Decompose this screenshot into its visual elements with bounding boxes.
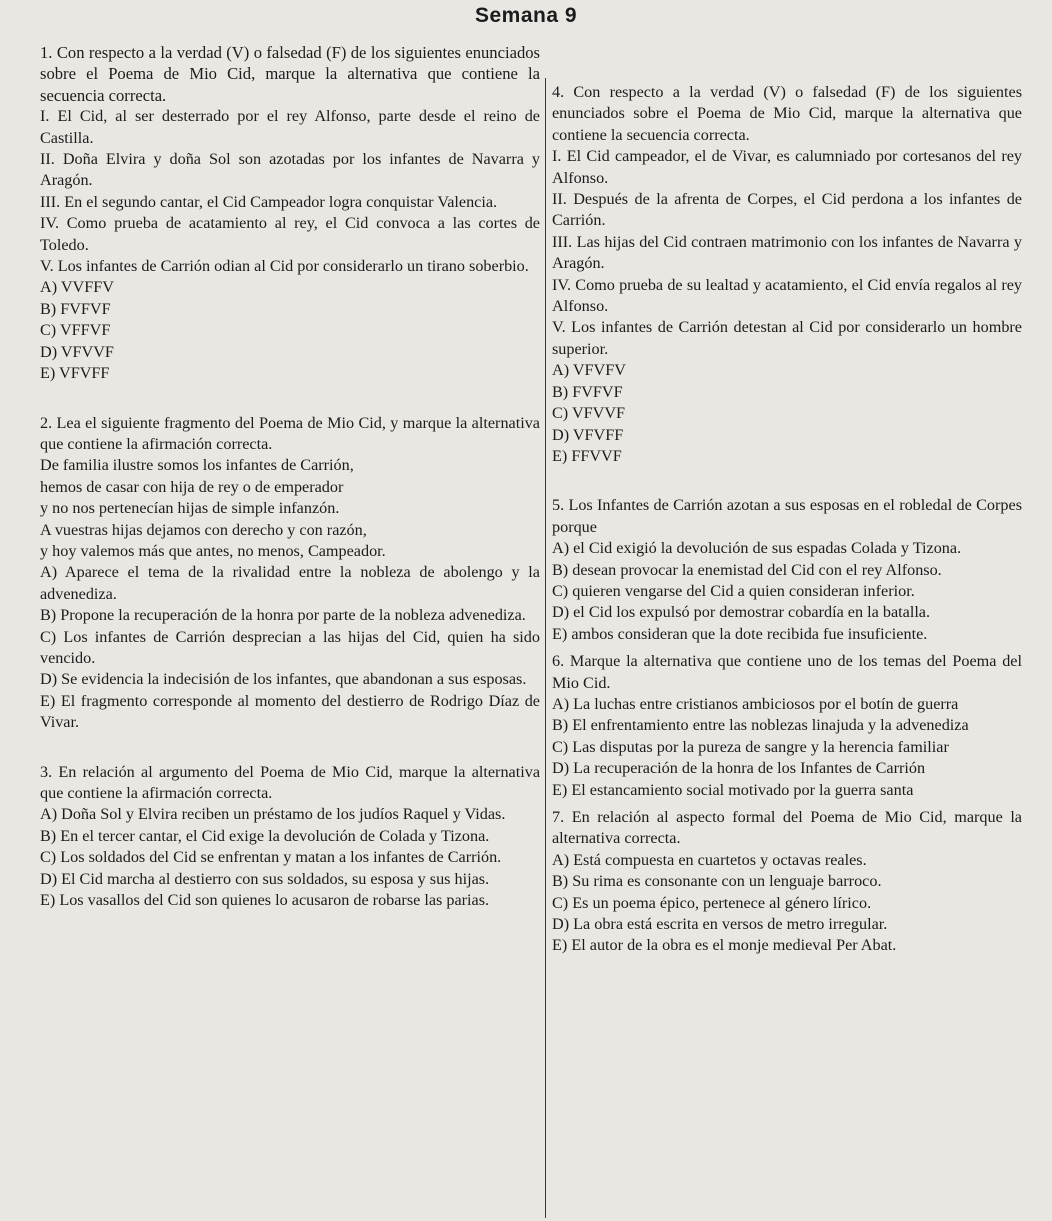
- left-column: [40, 42, 540, 911]
- question-5-option-b: B) desean provocar la enemistad del Cid con el rey Alfonso.: [552, 560, 942, 579]
- question-4-stem: 4. Con respecto a la verdad (V) o falsedad (F) de los siguientes enunciados sobre el Poema de Mio Cid, marque la alternativa que contiene la secuencia correcta.: [552, 83, 1022, 144]
- question-3: [40, 762, 540, 912]
- question-7-stem: 7. En relación al aspecto formal del Poema de Mio Cid, marque la alternativa correcta.: [552, 808, 1022, 848]
- question-4-option-b: B) FVFVF: [552, 382, 623, 401]
- question-2-verse-1: De familia ilustre somos los infantes de Carrión,: [40, 456, 354, 475]
- question-2-option-e: E) El fragmento corresponde al momento del destierro de Rodrigo Díaz de Vivar.: [40, 691, 540, 732]
- question-7-option-d: D) La obra está escrita en versos de metro irregular.: [552, 915, 888, 934]
- question-2-option-d: D) Se evidencia la indecisión de los infantes, que abandonan a sus esposas.: [40, 670, 527, 689]
- question-4-statement-3: III. Las hijas del Cid contraen matrimonio con los infantes de Navarra y Aragón.: [552, 232, 1022, 273]
- question-2: [40, 413, 540, 734]
- question-2-verse-4: A vuestras hijas dejamos con derecho y con razón,: [40, 520, 367, 539]
- question-7-option-b: B) Su rima es consonante con un lenguaje barroco.: [552, 872, 882, 891]
- question-6-option-b: B) El enfrentamiento entre las noblezas linajuda y la advenediza: [552, 716, 969, 735]
- question-6: [552, 651, 1022, 801]
- question-1-stem: 1. Con respecto a la verdad (V) o falsedad (F) de los siguientes enunciados sobre el Poema de Mio Cid, marque la alternativa que contiene la secuencia correcta.: [40, 43, 540, 105]
- question-2-verse-3: y no nos pertenecían hijas de simple infanzón.: [40, 499, 340, 518]
- question-5-option-c: C) quieren vengarse del Cid a quien consideran inferior.: [552, 581, 915, 600]
- question-5-option-a: A) el Cid exigió la devolución de sus espadas Colada y Tizona.: [552, 539, 962, 558]
- page-title: Semana 9: [474, 4, 578, 27]
- question-3-option-b: B) En el tercer cantar, el Cid exige la devolución de Colada y Tizona.: [40, 826, 490, 845]
- question-7-option-c: C) Es un poema épico, pertenece al género lírico.: [552, 893, 872, 912]
- question-5-option-d: D) el Cid los expulsó por demostrar cobardía en la batalla.: [552, 603, 931, 622]
- question-3-option-e: E) Los vasallos del Cid son quienes lo acusaron de robarse las parias.: [40, 891, 490, 910]
- question-1-option-a: A) VVFFV: [40, 278, 114, 297]
- question-3-stem: 3. En relación al argumento del Poema de Mio Cid, marque la alternativa que contiene la afirmación correcta.: [40, 762, 540, 802]
- question-6-option-a: A) La luchas entre cristianos ambiciosos por el botín de guerra: [552, 694, 959, 713]
- question-1-option-e: E) VFVFF: [40, 364, 110, 383]
- question-4-statement-1: I. El Cid campeador, el de Vivar, es calumniado por cortesanos del rey Alfonso.: [552, 147, 1022, 187]
- question-7-option-a: A) Está compuesta en cuartetos y octavas reales.: [552, 850, 867, 869]
- question-2-option-b: B) Propone la recuperación de la honra por parte de la nobleza advenediza.: [40, 606, 526, 625]
- right-column: [552, 82, 1022, 957]
- question-5-stem: 5. Los Infantes de Carrión azotan a sus esposas en el robledal de Corpes porque: [552, 496, 1022, 536]
- question-6-option-c: C) Las disputas por la pureza de sangre y la herencia familiar: [552, 737, 949, 756]
- question-3-option-a: A) Doña Sol y Elvira reciben un préstamo de los judíos Raquel y Vidas.: [40, 805, 506, 824]
- question-1-option-b: B) FVFVF: [40, 299, 111, 318]
- question-6-stem: 6. Marque la alternativa que contiene uno de los temas del Poema del Mio Cid.: [552, 652, 1022, 692]
- question-4-statement-4: IV. Como prueba de su lealtad y acatamiento, el Cid envía regalos al rey Alfonso.: [552, 275, 1022, 316]
- question-1-statement-4: IV. Como prueba de acatamiento al rey, el Cid convoca a las cortes de Toledo.: [40, 214, 540, 254]
- question-2-stem: 2. Lea el siguiente fragmento del Poema de Mio Cid, y marque la alternativa que contiene la afirmación correcta.: [40, 413, 540, 453]
- question-6-option-d: D) La recuperación de la honra de los Infantes de Carrión: [552, 759, 926, 778]
- question-1-statement-5: V. Los infantes de Carrión odian al Cid por considerarlo un tirano soberbio.: [40, 257, 529, 276]
- question-1: [40, 42, 540, 385]
- question-1-option-d: D) VFVVF: [40, 342, 114, 361]
- question-4-option-d: D) VFVFF: [552, 425, 624, 444]
- question-2-option-a: A) Aparece el tema de la rivalidad entre la nobleza de abolengo y la advenediza.: [40, 563, 540, 603]
- question-4-option-a: A) VFVFV: [552, 361, 626, 380]
- question-5: [552, 495, 1022, 645]
- question-1-statement-1: I. El Cid, al ser desterrado por el rey Alfonso, parte desde el reino de Castilla.: [40, 107, 540, 147]
- question-4-statement-5: V. Los infantes de Carrión detestan al Cid por considerarlo un hombre superior.: [552, 318, 1022, 358]
- question-1-option-c: C) VFFVF: [40, 321, 111, 340]
- question-4-option-e: E) FFVVF: [552, 446, 622, 465]
- question-1-statement-2: II. Doña Elvira y doña Sol son azotadas por los infantes de Navarra y Aragón.: [40, 150, 540, 190]
- question-6-option-e: E) El estancamiento social motivado por la guerra santa: [552, 780, 914, 799]
- question-3-option-c: C) Los soldados del Cid se enfrentan y matan a los infantes de Carrión.: [40, 848, 502, 867]
- question-4: [552, 82, 1022, 467]
- question-1-statement-3: III. En el segundo cantar, el Cid Campeador logra conquistar Valencia.: [40, 192, 498, 211]
- question-3-option-d: D) El Cid marcha al destierro con sus soldados, su esposa y sus hijas.: [40, 869, 490, 888]
- question-2-option-c: C) Los infantes de Carrión desprecian a las hijas del Cid, quien ha sido vencido.: [40, 627, 540, 667]
- column-divider: [545, 78, 546, 1218]
- question-4-option-c: C) VFVVF: [552, 404, 626, 423]
- question-2-verse-5: y hoy valemos más que antes, no menos, Campeador.: [40, 541, 386, 560]
- question-4-statement-2: II. Después de la afrenta de Corpes, el Cid perdona a los infantes de Carrión.: [552, 190, 1022, 230]
- question-5-option-e: E) ambos consideran que la dote recibida fue insuficiente.: [552, 624, 928, 643]
- question-7: [552, 807, 1022, 957]
- question-2-verse-2: hemos de casar con hija de rey o de emperador: [40, 477, 344, 496]
- question-7-option-e: E) El autor de la obra es el monje medieval Per Abat.: [552, 936, 897, 955]
